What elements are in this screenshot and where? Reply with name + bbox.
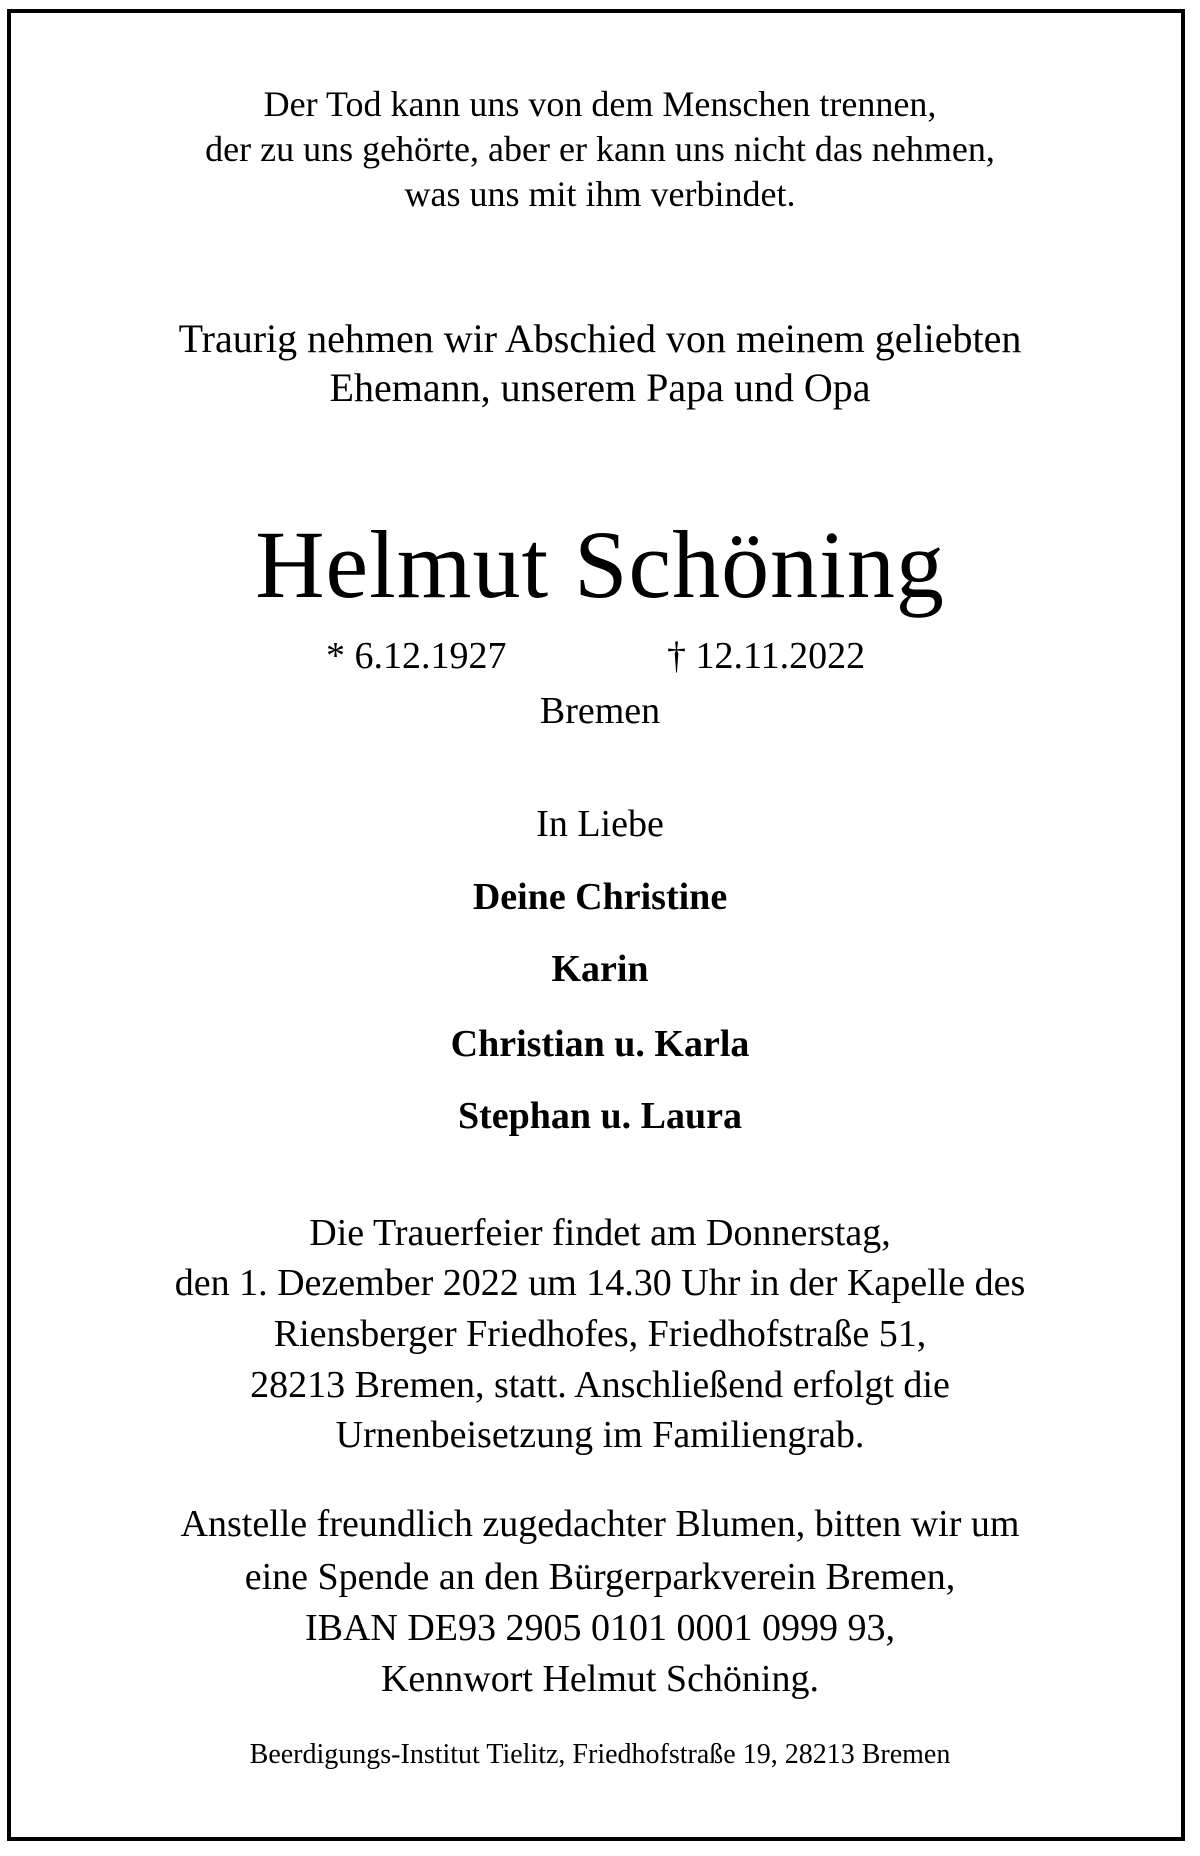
donation-line: Anstelle freundlich zugedachter Blumen, bitten wir um	[180, 1503, 1020, 1545]
quote-line: der zu uns gehörte, aber er kann uns nicht das nehmen,	[205, 129, 995, 169]
ceremony-line: Riensberger Friedhofes, Friedhofstraße 51,	[273, 1313, 927, 1355]
funeral-home: Beerdigungs-Institut Tielitz, Friedhofstraße 19, 28213 Bremen	[249, 1739, 951, 1770]
mourners-intro: In Liebe	[536, 803, 664, 845]
mourner-name: Karin	[551, 948, 649, 990]
death-date: † 12.11.2022	[667, 635, 866, 677]
ceremony-line: den 1. Dezember 2022 um 14.30 Uhr in der Kapelle des	[174, 1262, 1026, 1304]
intro-line: Ehemann, unserem Papa und Opa	[329, 365, 871, 410]
intro-line: Traurig nehmen wir Abschied von meinem geliebten	[178, 316, 1022, 361]
quote-line: Der Tod kann uns von dem Menschen trennen,	[263, 84, 937, 124]
ceremony-line: 28213 Bremen, statt. Anschließend erfolgt die	[250, 1364, 950, 1406]
quote-line: was uns mit ihm verbindet.	[404, 174, 796, 214]
donation-line: IBAN DE93 2905 0101 0001 0999 93,	[304, 1607, 896, 1649]
donation-line: Kennwort Helmut Schöning.	[380, 1658, 819, 1700]
mourner-name: Deine Christine	[472, 876, 728, 918]
deceased-name: Helmut Schöning	[255, 511, 945, 618]
ceremony-line: Urnenbeisetzung im Familiengrab.	[335, 1414, 865, 1456]
birth-date: * 6.12.1927	[326, 635, 507, 677]
mourner-name: Christian u. Karla	[450, 1023, 750, 1065]
mourner-name: Stephan u. Laura	[457, 1095, 743, 1137]
place-of-residence: Bremen	[539, 690, 661, 732]
donation-line: eine Spende an den Bürgerparkverein Bremen,	[244, 1556, 956, 1598]
ceremony-line: Die Trauerfeier findet am Donnerstag,	[309, 1212, 891, 1254]
